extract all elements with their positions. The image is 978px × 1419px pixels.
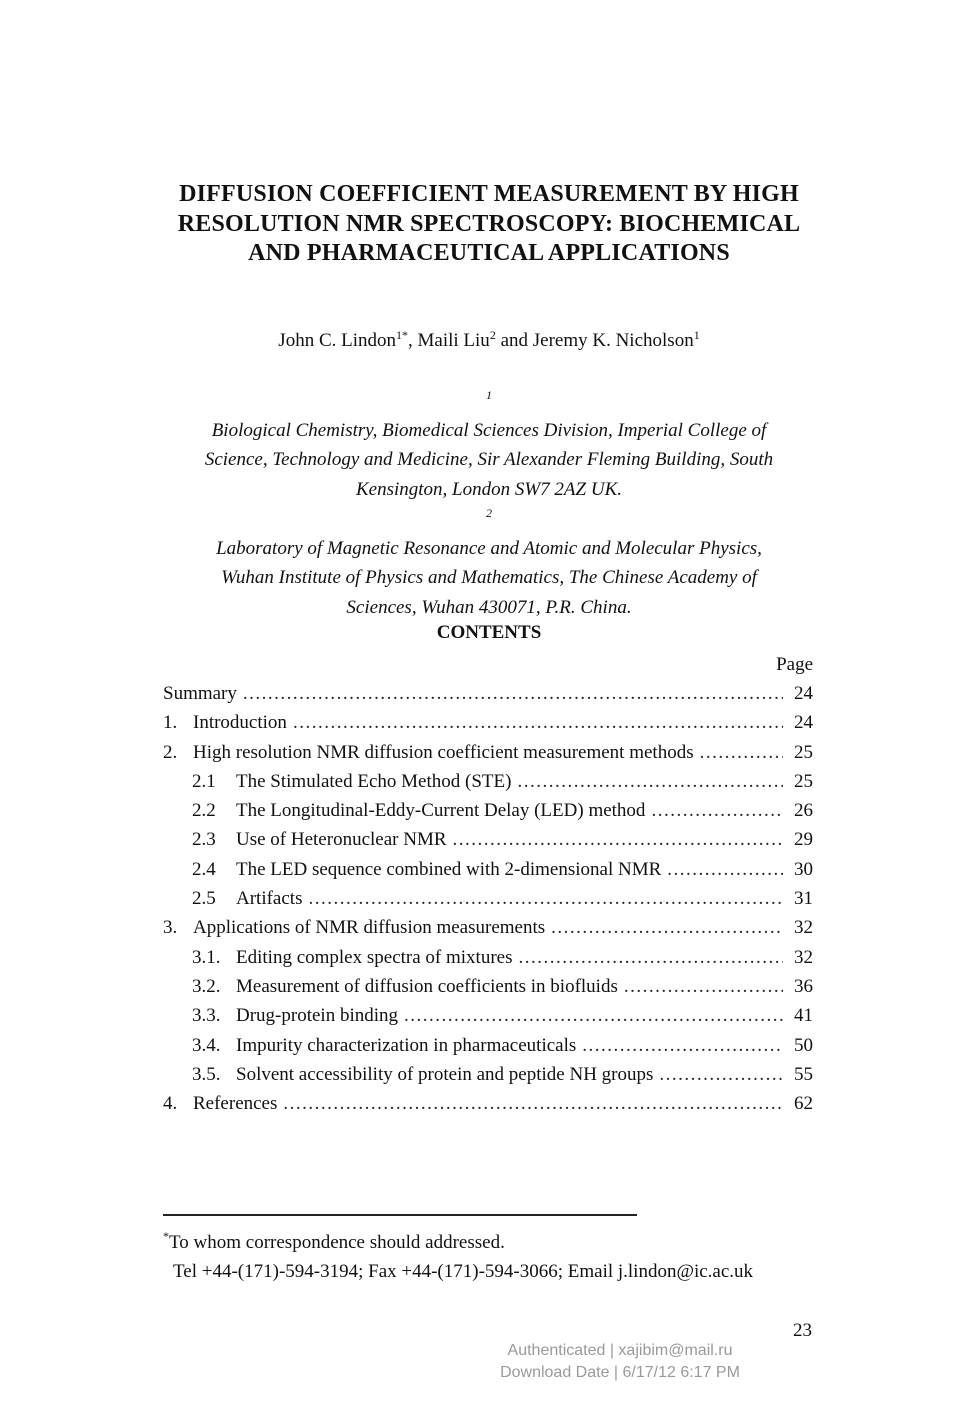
page-column-label: Page [776,654,813,675]
toc-entry-number: 3.3. [192,1005,221,1027]
toc-entry-page: 25 [794,770,813,792]
toc-entry [163,1060,813,1089]
toc-entry-number: 2.4 [192,858,216,880]
toc-entry-number: 2.5 [192,888,216,910]
paper-title [120,180,858,269]
watermark-line: Authenticated | xajibim@mail.ru [507,1342,733,1359]
author-superscript: 2 [489,328,496,342]
toc-entry [163,943,813,972]
toc-entry-number: 3.1. [192,946,221,968]
author-superscript: 1* [396,328,408,342]
footnote-mark: * [163,1229,169,1243]
author-list [0,328,978,354]
toc-entry [163,679,813,708]
toc-entry-title: Use of Heteronuclear NMR [236,829,447,851]
toc-entry-number: 3.5. [192,1063,221,1085]
toc-entry [163,738,813,767]
toc-entry-page: 41 [794,1005,813,1027]
footnote-rule [163,1214,637,1216]
toc-entry-page: 24 [794,683,813,704]
affiliation-superscript: 2 [486,506,492,520]
toc-entry-number: 2. [163,741,178,763]
toc-entry [163,708,813,737]
toc-entry [163,796,813,825]
toc-entry-title: Artifacts [236,888,303,910]
toc-entry-page: 30 [794,858,813,880]
affiliation-line [150,504,828,563]
footnote [163,1228,843,1286]
affiliations [150,386,828,622]
toc-entry-number: 2.3 [192,829,216,851]
toc-leader-dots [651,796,783,825]
affiliation-line: Wuhan Institute of Physics and Mathematics, The Chinese Academy of [221,567,757,588]
toc-entry-title: Summary [163,683,237,704]
page-number: 23 [793,1320,812,1341]
toc-entry-title: Drug-protein binding [236,1005,399,1027]
toc-entry-title: Introduction [193,712,287,734]
contents-heading: CONTENTS [436,622,542,643]
author-separator: and [495,330,533,351]
toc-entry [163,855,813,884]
toc-entry-title: Applications of NMR diffusion measurements [193,917,546,939]
toc-leader-dots [283,1089,783,1118]
toc-entry-page: 36 [794,975,813,997]
title-line: AND PHARMACEUTICAL APPLICATIONS [248,240,730,266]
affiliation-line: Science, Technology and Medicine, Sir Alexander Fleming Building, South [204,449,774,470]
toc-entry-page: 32 [794,946,813,968]
toc-entry-page: 62 [794,1093,813,1115]
toc-leader-dots [517,767,783,796]
toc-entry-page: 29 [794,829,813,851]
toc-entry-title: The LED sequence combined with 2-dimensional NMR [236,858,662,880]
toc-leader-dots [700,738,783,767]
download-watermark [420,1340,820,1384]
author-name: John C. Lindon [278,330,396,351]
toc-entry-page: 31 [794,888,813,910]
affiliation-text: Laboratory of Magnetic Resonance and Atomic and Molecular Physics, [216,537,762,559]
toc-leader-dots [243,679,783,708]
toc-entry-page: 25 [794,741,813,763]
title-line: RESOLUTION NMR SPECTROSCOPY: BIOCHEMICAL [177,210,801,237]
toc-leader-dots [308,884,783,913]
affiliation-line: Kensington, London SW7 2AZ UK. [355,478,623,500]
table-of-contents [163,650,813,1118]
affiliation-line [150,386,828,445]
toc-entries [163,679,813,1118]
footnote-contact: Tel +44-(171)-594-3194; Fax +44-(171)-594-3066; Email j.lindon@ic.ac.uk [173,1261,754,1282]
toc-entry-title: Solvent accessibility of protein and peptide NH groups [236,1063,654,1085]
toc-leader-dots [404,1001,783,1030]
toc-entry-page: 55 [794,1063,813,1085]
toc-entry-number: 3.2. [192,975,221,997]
toc-entry-title: Impurity characterization in pharmaceuticals [236,1034,577,1056]
toc-leader-dots [624,972,783,1001]
toc-entry-title: High resolution NMR diffusion coefficient measurement methods [193,741,694,763]
toc-entry-title: References [193,1093,278,1115]
author-superscript: 1 [693,328,700,342]
toc-entry [163,1031,813,1060]
author-name: Jeremy K. Nicholson [532,330,694,351]
toc-entry-number: 1. [163,712,178,734]
toc-leader-dots [293,708,783,737]
toc-entry [163,1001,813,1030]
affiliation-line: Sciences, Wuhan 430071, P.R. China. [346,596,632,618]
toc-leader-dots [582,1031,783,1060]
toc-entry-title: The Stimulated Echo Method (STE) [236,770,512,792]
title-line: DIFFUSION COEFFICIENT MEASUREMENT BY HIGH [179,181,799,207]
footnote-line [163,1228,843,1257]
toc-entry-page: 50 [794,1034,813,1056]
toc-entry [163,972,813,1001]
toc-entry-number: 4. [163,1093,178,1115]
toc-entry-number: 2.1 [192,770,216,792]
toc-leader-dots [453,825,783,854]
footnote-text: To whom correspondence should addressed. [169,1232,505,1253]
toc-entry-title: The Longitudinal-Eddy-Current Delay (LED) method [236,800,646,822]
author-separator: , [408,330,418,351]
toc-entry [163,825,813,854]
affiliation-text: Biological Chemistry, Biomedical Sciences Division, Imperial College of [211,419,767,441]
toc-leader-dots [551,913,783,942]
affiliation-superscript: 1 [486,388,492,402]
toc-entry [163,884,813,913]
toc-leader-dots [667,855,783,884]
toc-entry-number: 2.2 [192,800,216,822]
toc-entry-page: 32 [794,917,813,939]
toc-entry-number: 3.4. [192,1034,221,1056]
author-name: Maili Liu [417,330,490,351]
toc-leader-dots [659,1060,783,1089]
toc-entry [163,767,813,796]
toc-entry-page: 26 [794,800,813,822]
toc-entry-page: 24 [794,712,813,734]
toc-entry [163,913,813,942]
watermark-line: Download Date | 6/17/12 6:17 PM [500,1364,740,1381]
toc-entry-title: Measurement of diffusion coefficients in biofluids [236,975,618,997]
toc-entry [163,1089,813,1118]
toc-leader-dots [518,943,783,972]
toc-entry-title: Editing complex spectra of mixtures [236,946,513,968]
toc-entry-number: 3. [163,917,178,939]
